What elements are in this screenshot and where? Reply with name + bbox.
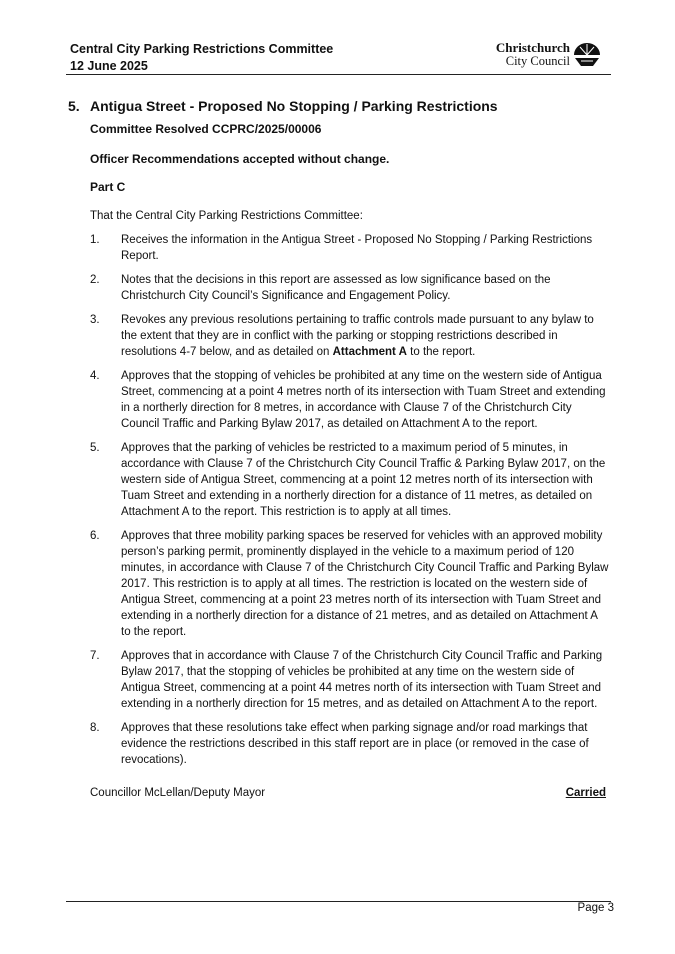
header-meta: [70, 41, 333, 75]
officer-note: Officer Recommendations accepted without change.: [90, 152, 390, 166]
item-text-end: to the report.: [406, 346, 476, 358]
item-number: 3.: [90, 314, 100, 326]
resolution-list: [90, 232, 610, 776]
list-item: [90, 528, 610, 640]
list-item: [90, 312, 610, 360]
item-number: 2.: [90, 274, 100, 286]
item-text: Approves that these resolutions take effect when parking signage and/or road markings that evidence the restrictions described in this staff report are in place (or removed in the case of revocations).: [121, 722, 589, 766]
item-number: 8.: [90, 722, 100, 734]
item-text: Approves that the stopping of vehicles be prohibited at any time on the western side of Antigua Street, commencing at a point 4 metres north of its intersection with Tuam Street and extending in a northerly direction for 8 metres, in accordance with Clause 7 of the Christchurch City Council Traffic and Parking Bylaw 2017, as detailed on Attachment A to the report.: [121, 370, 606, 430]
committee-name: Central City Parking Restrictions Committee: [70, 42, 334, 56]
item-text: Approves that the parking of vehicles be restricted to a maximum period of 5 minutes, in accordance with Clause 7 of the Christchurch City Council Traffic & Parking Bylaw 2017, on the western side of Antigua Street, commencing at a point 12 metres north of its intersection with Tuam Street and extending in a northerly direction for a distance of 11 metres, as detailed on Attachment A to the report. This restriction is to apply at all times.: [121, 442, 606, 518]
list-item: [90, 368, 610, 432]
mover-seconder: Councillor McLellan/Deputy Mayor: [90, 787, 266, 799]
item-number: 5.: [90, 442, 100, 454]
meeting-date: 12 June 2025: [70, 59, 148, 73]
council-logo: [482, 41, 602, 69]
page-header: [68, 41, 608, 75]
cathedral-icon: [572, 42, 602, 68]
attachment-reference: Attachment A: [332, 346, 407, 358]
list-item: [90, 232, 610, 264]
part-heading: Part C: [90, 180, 126, 194]
item-text: Revokes any previous resolutions pertaining to traffic controls made pursuant to any bylaw to the extent that they are in conflict with the parking or stopping restrictions described in resolutions 4-7 below, and as detailed on: [121, 314, 594, 358]
outcome-label: Carried: [565, 787, 606, 799]
item-text: Approves that three mobility parking spaces be reserved for vehicles with an approved mobility person’s parking permit, prominently displayed in the vehicle to a maximum period of 120 minutes, in accordance with Clause 7 of the Christchurch City Council Traffic and Parking Bylaw 2017. This restriction is to apply at all times. The restriction is located on the western side of Antigua Street, commencing at a point 23 metres north of its intersection with Tuam Street and extending in a northerly direction for a distance of 21 metres, and as detailed on Attachment A to the report.: [121, 530, 609, 638]
item-number: 4.: [90, 370, 100, 382]
intro-text: That the Central City Parking Restrictions Committee:: [90, 210, 363, 222]
logo-line-2: City Council: [505, 54, 570, 68]
item-text: Receives the information in the Antigua Street - Proposed No Stopping / Parking Restrictions Report.: [121, 234, 593, 262]
page-number: Page 3: [577, 902, 614, 914]
section-number: 5.: [68, 98, 80, 114]
footer-divider: [66, 901, 611, 902]
logo-line-1: Christchurch: [495, 40, 570, 55]
item-number: 6.: [90, 530, 100, 542]
list-item: [90, 720, 610, 768]
list-item: [90, 648, 610, 712]
header-divider: [66, 74, 611, 75]
item-number: 1.: [90, 234, 100, 246]
list-item: [90, 440, 610, 520]
section-title: Antigua Street - Proposed No Stopping / Parking Restrictions: [90, 98, 498, 114]
list-item: [90, 272, 610, 304]
item-text: Notes that the decisions in this report are assessed as low significance based on the Christchurch City Council’s Significance and Engagement Policy.: [121, 274, 551, 302]
item-text: Approves that in accordance with Clause 7 of the Christchurch City Council Traffic and Parking Bylaw 2017, that the stopping of vehicles be prohibited at any time on the western side of Antigua Street, commencing at a point 44 metres north of its intersection with Tuam Street and extending in a northerly direction for 15 metres, and as detailed on Attachment A to the report.: [121, 650, 603, 710]
item-number: 7.: [90, 650, 100, 662]
resolution-reference: Committee Resolved CCPRC/2025/00006: [90, 122, 322, 136]
